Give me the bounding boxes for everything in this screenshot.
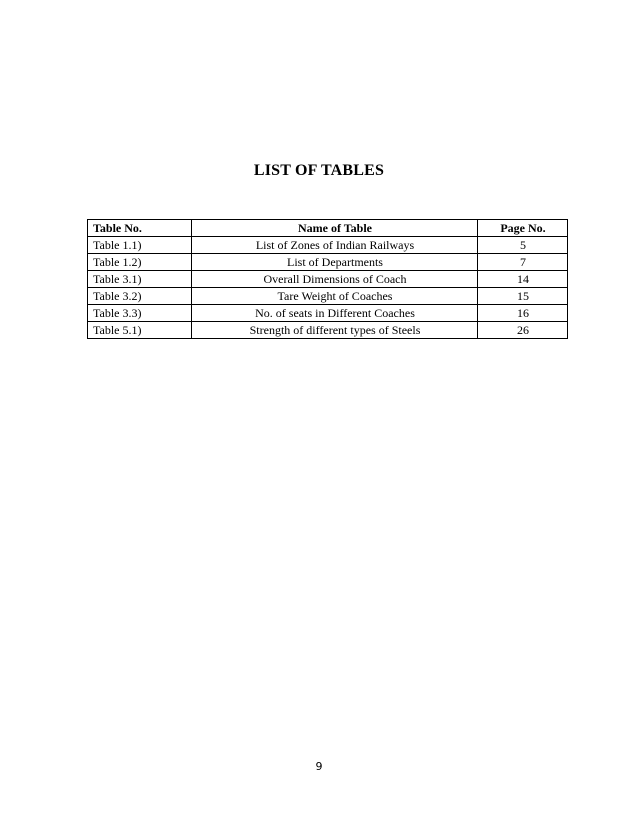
cell-page-no: 14 [478, 271, 568, 288]
table-row [88, 237, 568, 254]
cell-table-no: Table 5.1) [88, 322, 192, 339]
table-row [88, 288, 568, 305]
cell-table-no: Table 1.2) [88, 254, 192, 271]
cell-page-no: 5 [478, 237, 568, 254]
table-row [88, 271, 568, 288]
cell-page-no: 16 [478, 305, 568, 322]
cell-name: List of Departments [192, 254, 478, 271]
cell-table-no: Table 3.3) [88, 305, 192, 322]
cell-name: List of Zones of Indian Railways [192, 237, 478, 254]
cell-table-no: Table 3.1) [88, 271, 192, 288]
page-number: 9 [315, 760, 323, 773]
cell-table-no: Table 1.1) [88, 237, 192, 254]
cell-name: No. of seats in Different Coaches [192, 305, 478, 322]
cell-page-no: 15 [478, 288, 568, 305]
cell-name: Strength of different types of Steels [192, 322, 478, 339]
table-row [88, 305, 568, 322]
page-title: LIST OF TABLES [253, 162, 385, 179]
table-header-row [88, 220, 568, 237]
cell-name: Overall Dimensions of Coach [192, 271, 478, 288]
header-name-of-table: Name of Table [192, 220, 478, 237]
cell-page-no: 7 [478, 254, 568, 271]
list-of-tables [87, 219, 568, 339]
table-row [88, 322, 568, 339]
header-page-no: Page No. [478, 220, 568, 237]
cell-table-no: Table 3.2) [88, 288, 192, 305]
header-table-no: Table No. [88, 220, 192, 237]
cell-name: Tare Weight of Coaches [192, 288, 478, 305]
table-row [88, 254, 568, 271]
cell-page-no: 26 [478, 322, 568, 339]
